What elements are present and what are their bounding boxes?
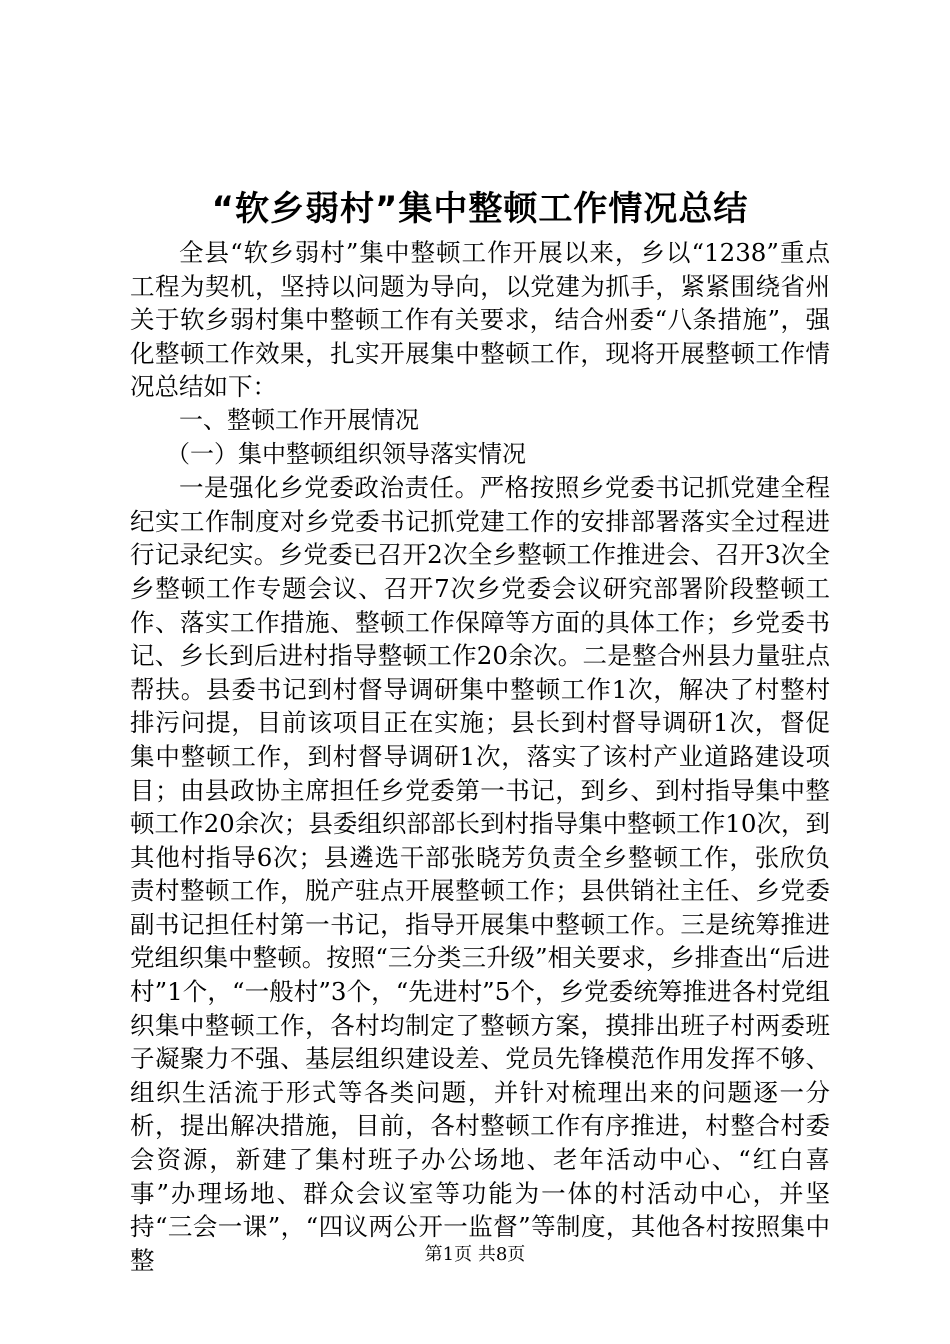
section-heading: 一、整顿工作开展情况 (179, 405, 419, 434)
document-page (130, 182, 830, 1277)
document-title: “软乡弱村”集中整顿工作情况总结 (211, 189, 749, 229)
intro-paragraph: 全县“软乡弱村”集中整顿工作开展以来，乡以“1238”重点工程为契机，坚持以问题为导向，以党建为抓手，紧紧围绕省州关于软乡弱村集中整顿工作有关要求，结合州委“八条措施”，强化整顿工作效果，扎实开展集中整顿工作，现将开展整顿工作情况总结如下： (130, 238, 830, 402)
body-paragraph: 一是强化乡党委政治责任。严格按照乡党委书记抓党建全程纪实工作制度对乡党委书记抓党建工作的安排部署落实全过程进行记录纪实。乡党委已召开2次全乡整顿工作推进会、召开3次全乡整顿工作专题会议、召开7次乡党委会议研究部署阶段整顿工作、落实工作措施、整顿工作保障等方面的具体工作；乡党委书记、乡长到后进村指导整顿工作20余次。二是整合州县力量驻点帮扶。县委书记到村督导调研集中整顿工作1次，解决了村整村排污问提，目前该项目正在实施；县长到村督导调研1次，督促集中整顿工作，到村督导调研1次，落实了该村产业道路建设项目；由县政协主席担任乡党委第一书记，到乡、到村指导集中整顿工作20余次；县委组织部部长到村指导集中整顿工作10次，到其他村指导6次；县遴选干部张晓芳负责全乡整顿工作，张欣负责村整顿工作，脱产驻点开展整顿工作；县供销社主任、乡党委副书记担任村第一书记，指导开展集中整顿工作。三是统筹推进党组织集中整顿。按照“三分类三升级”相关要求，乡排查出“后进村”1个，“一般村”3个，“先进村”5个，乡党委统筹推进各村党组织集中整顿工作，各村均制定了整顿方案，摸排出班子村两委班子凝聚力不强、基层组织建设差、党员先锋模范作用发挥不够、组织生活流于形式等各类问题，并针对梳理出来的问题逐一分析，提出解决措施，目前，各村整顿工作有序推进，村整合村委会资源，新建了集村班子办公场地、老年活动中心、“红白喜事”办理场地、群众会议室等功能为一体的村活动中心，并坚持“三会一课”，“四议两公开一监督”等制度，其他各村按照集中整 (130, 473, 830, 1275)
subsection-heading: （一）集中整顿组织领导落实情况 (166, 439, 526, 468)
page-number-footer: 第1页 共8页 (424, 1244, 526, 1265)
